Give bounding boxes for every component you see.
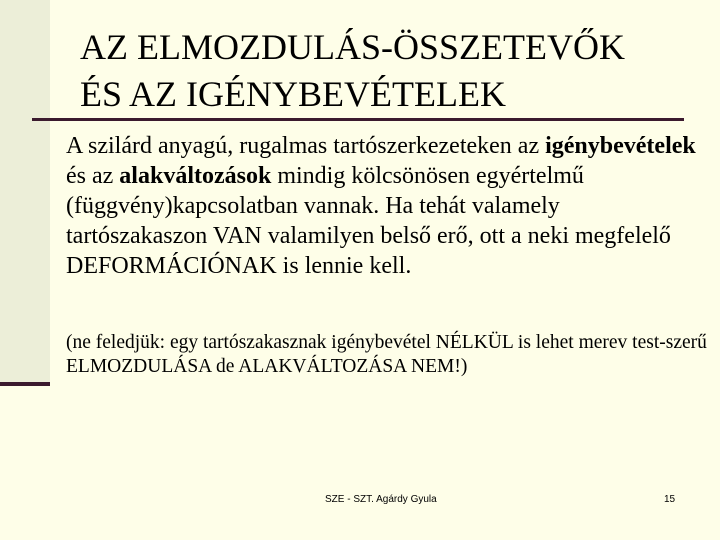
note-paragraph: (ne feledjük: egy tartószakasznak igénybevétel NÉLKÜL is lehet merev test-szerű ELMOZDULÁSA de ALAKVÁLTOZÁSA NEM!): [66, 332, 707, 377]
slide-title: [80, 24, 700, 118]
body-text-3: mindig kölcsönösen egyértelmű (függvény)kapcsolatban vannak. Ha tehát valamely tartószakaszon VAN valamilyen belső erő, ott a neki megfelelő DEFORMÁCIÓNAK is lennie kell.: [66, 163, 671, 279]
page-number: 15: [664, 494, 676, 505]
body-text-1: A szilárd anyagú, rugalmas tartószerkezeteken az: [66, 133, 546, 159]
footer-credit: SZE - SZT. Agárdy Gyula: [325, 494, 437, 505]
title-line-1: AZ ELMOZDULÁS-ÖSSZETEVŐK: [80, 27, 625, 67]
body-bold-igenybevetelek: igénybevételek: [545, 133, 696, 159]
main-paragraph: [66, 131, 706, 281]
left-bar-accent: [0, 382, 50, 386]
left-decorative-bar: [0, 0, 50, 382]
title-divider: [32, 118, 684, 121]
body-text-2: és az: [66, 163, 120, 189]
body-bold-alakvaltozasok: alakváltozások: [119, 163, 272, 189]
title-line-2: ÉS AZ IGÉNYBEVÉTELEK: [80, 74, 506, 114]
